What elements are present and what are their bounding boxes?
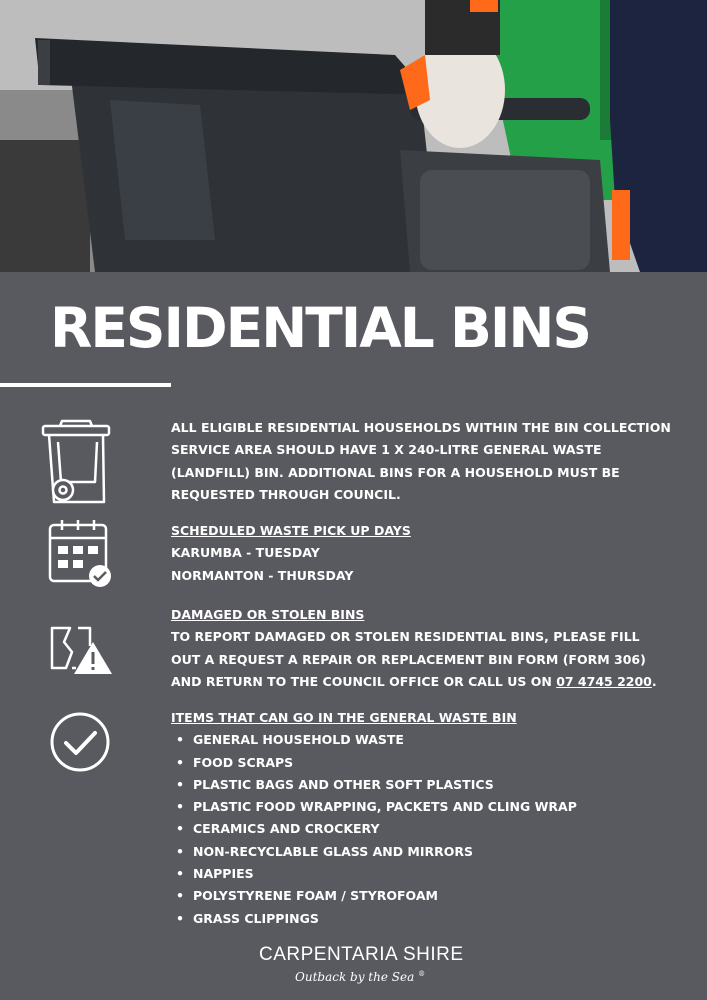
phone-link[interactable]: 07 4745 2200 xyxy=(556,673,652,689)
items-list xyxy=(171,729,671,930)
list-item: • GRASS CLIPPINGS xyxy=(171,908,671,930)
council-logo xyxy=(259,944,464,985)
list-item: • NON-RECYCLABLE GLASS AND MIRRORS xyxy=(171,841,671,863)
damaged-text: TO REPORT DAMAGED OR STOLEN RESIDENTIAL BINS, PLEASE FILL OUT A REQUEST A REPAIR OR REPLACEMENT BIN FORM (FORM 306) AND RETURN TO THE COUNCIL OFFICE OR CALL US ON xyxy=(171,629,646,689)
damaged-section xyxy=(171,604,671,693)
broken-bin-warning-icon xyxy=(48,624,114,676)
eligibility-section xyxy=(171,417,671,506)
brand-tagline xyxy=(295,966,459,985)
damaged-heading: DAMAGED OR STOLEN BINS xyxy=(171,607,365,622)
title-divider xyxy=(0,383,171,387)
schedule-section xyxy=(171,520,671,587)
eligibility-text: ALL ELIGIBLE RESIDENTIAL HOUSEHOLDS WITHIN THE BIN COLLECTION SERVICE AREA SHOULD HAVE 1 X 240-LITRE GENERAL WASTE (LANDFILL) BIN. ADDITIONAL BINS FOR A HOUSEHOLD MUST BE REQUESTED THROUGH COUNCIL. xyxy=(171,420,671,502)
items-section xyxy=(171,707,671,930)
list-item: • NAPPIES xyxy=(171,863,671,885)
list-item: • PLASTIC FOOD WRAPPING, PACKETS AND CLING WRAP xyxy=(171,796,671,818)
check-circle-icon xyxy=(49,711,111,773)
schedule-heading: SCHEDULED WASTE PICK UP DAYS xyxy=(171,523,411,538)
hero-photo xyxy=(0,0,707,272)
wheelie-bin-icon xyxy=(40,418,112,506)
list-item: • POLYSTYRENE FOAM / STYROFOAM xyxy=(171,885,671,907)
schedule-line-karumba: KARUMBA - TUESDAY xyxy=(171,545,320,561)
brand-name: CARPENTARIA SHIRE xyxy=(259,944,464,965)
damaged-text-paragraph xyxy=(171,626,671,693)
list-item: • PLASTIC BAGS AND OTHER SOFT PLASTICS xyxy=(171,774,671,796)
calendar-check-icon xyxy=(48,518,114,588)
page-title: RESIDENTIAL BINS xyxy=(50,296,591,360)
tagline-text: Outback by the Sea xyxy=(295,970,415,984)
items-heading: ITEMS THAT CAN GO IN THE GENERAL WASTE BIN xyxy=(171,710,517,725)
list-item: • CERAMICS AND CROCKERY xyxy=(171,818,671,840)
registered-mark: ® xyxy=(418,970,426,978)
damaged-text-end: . xyxy=(651,673,657,689)
bin-photo-illustration xyxy=(0,0,707,272)
list-item: • FOOD SCRAPS xyxy=(171,752,671,774)
schedule-line-normanton: NORMANTON - THURSDAY xyxy=(171,567,354,583)
list-item: • GENERAL HOUSEHOLD WASTE xyxy=(171,729,671,751)
